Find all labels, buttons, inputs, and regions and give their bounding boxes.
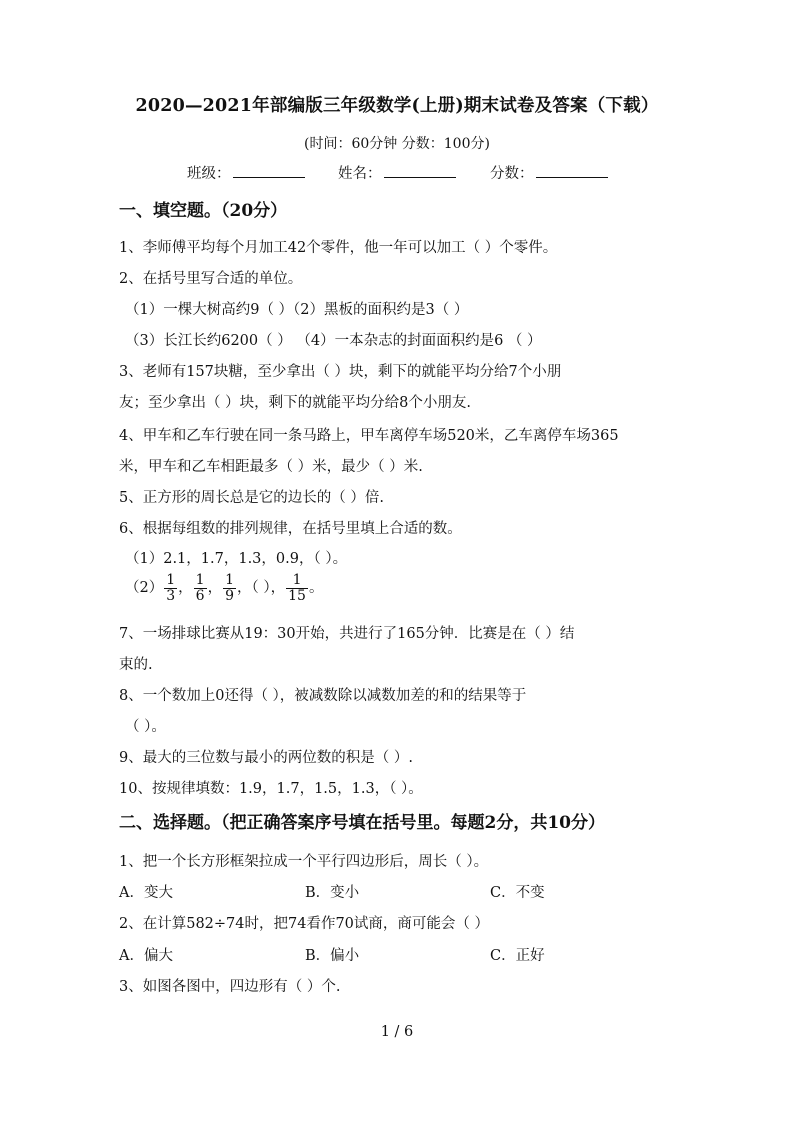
question-1-6-b: （2） $\frac{1}{3}$ ， $\frac{1}{6}$ ， $\frac{1}{9}$ ，（ ）， $\frac{1}{15}$ 。 <box>125 572 324 604</box>
fraction-seq-prefix: （2） <box>125 580 164 597</box>
question-2-1: 1、把一个长方形框架拉成一个平行四边形后，周长（ ）。 <box>119 854 489 870</box>
question-1-10: 10、按规律填数：1.9，1.7，1.5，1.3，（ ）。 <box>119 781 423 797</box>
score-blank <box>536 163 608 178</box>
question-2-2: 2、在计算582÷74时，把74看作70试商，商可能会（ ） <box>119 916 490 932</box>
fraction-numerator: 1 <box>286 573 308 589</box>
question-2-3: 3、如图各图中，四边形有（ ）个. <box>119 979 341 995</box>
score-field <box>490 162 608 183</box>
question-1-1: 1、李师傅平均每个月加工42个零件，他一年可以加工（ ）个零件。 <box>119 240 558 256</box>
question-1-8-line2: （ ）。 <box>125 719 166 735</box>
fraction-1-9 <box>223 573 236 603</box>
question-1-8-line1: 8、一个数加上0还得（ ），被减数除以减数加差的和的结果等于 <box>119 688 527 704</box>
fraction-1-3 <box>164 573 177 603</box>
question-1-2-a: （1）一棵大树高约9（ ）（2）黑板的面积约是3（ ） <box>125 302 469 318</box>
name-label: 姓名： <box>338 166 382 182</box>
name-blank <box>384 163 456 178</box>
question-1-3-line2: 友；至少拿出（ ）块，剩下的就能平均分给8个小朋友. <box>119 395 471 411</box>
question-2-2-option-c: C．正好 <box>490 948 545 964</box>
fraction-seq-middle: ，（ ）， <box>237 580 286 597</box>
section-1-heading: 一、填空题。（20分） <box>119 201 288 221</box>
question-1-2-b: （3）长江长约6200（ ） （4）一本杂志的封面面积约是6 （ ） <box>125 333 542 349</box>
fraction-denominator: 9 <box>225 587 234 604</box>
question-2-1-option-b: B．变小 <box>305 885 360 901</box>
fraction-denominator: 15 <box>288 587 306 604</box>
fraction-1-6 <box>194 573 207 603</box>
question-1-5: 5、正方形的周长总是它的边长的（ ）倍. <box>119 490 384 506</box>
question-2-1-option-c: C．不变 <box>490 885 545 901</box>
section-2-heading: 二、选择题。（把正确答案序号填在括号里。每题2分，共10分） <box>119 813 605 833</box>
class-field <box>187 162 305 183</box>
fraction-numerator: 1 <box>225 572 234 588</box>
question-1-6: 6、根据每组数的排列规律，在括号里填上合适的数。 <box>119 521 462 537</box>
question-1-3-line1: 3、老师有157块糖，至少拿出（ ）块，剩下的就能平均分给7个小朋 <box>119 364 562 380</box>
fraction-1-15 <box>286 573 308 603</box>
exam-time-score: (时间：60分钟 分数：100分) <box>304 136 490 152</box>
question-2-2-option-b: B．偏小 <box>305 948 360 964</box>
class-blank <box>233 163 305 178</box>
page-number: 1 / 6 <box>380 1024 414 1040</box>
fraction-denominator: 6 <box>195 587 205 604</box>
fraction-numerator: 1 <box>195 572 205 588</box>
fraction-numerator: 1 <box>166 572 176 588</box>
class-label: 班级： <box>187 166 231 182</box>
question-2-1-option-a: A．变大 <box>119 885 173 901</box>
fraction-seq-suffix: 。 <box>308 580 324 597</box>
question-1-9: 9、最大的三位数与最小的两位数的积是（ ）. <box>119 750 413 766</box>
question-1-4-line1: 4、甲车和乙车行驶在同一条马路上，甲车离停车场520米，乙车离停车场365 <box>119 428 619 444</box>
question-1-7-line1: 7、一场排球比赛从19：30开始，共进行了165分钟．比赛是在（ ）结 <box>119 626 575 642</box>
page-title: 2020—2021年部编版三年级数学(上册)期末试卷及答案（下载） <box>135 96 659 116</box>
question-1-6-a: （1）2.1，1.7，1.3，0.9，（ ）。 <box>125 551 348 567</box>
score-label: 分数： <box>490 166 534 182</box>
question-1-2: 2、在括号里写合适的单位。 <box>119 271 303 287</box>
question-1-7-line2: 束的. <box>119 657 153 673</box>
name-field <box>338 162 456 183</box>
fraction-denominator: 3 <box>166 587 176 604</box>
question-1-4-line2: 米，甲车和乙车相距最多（ ）米，最少（ ）米. <box>119 459 423 475</box>
question-2-2-option-a: A．偏大 <box>119 948 173 964</box>
